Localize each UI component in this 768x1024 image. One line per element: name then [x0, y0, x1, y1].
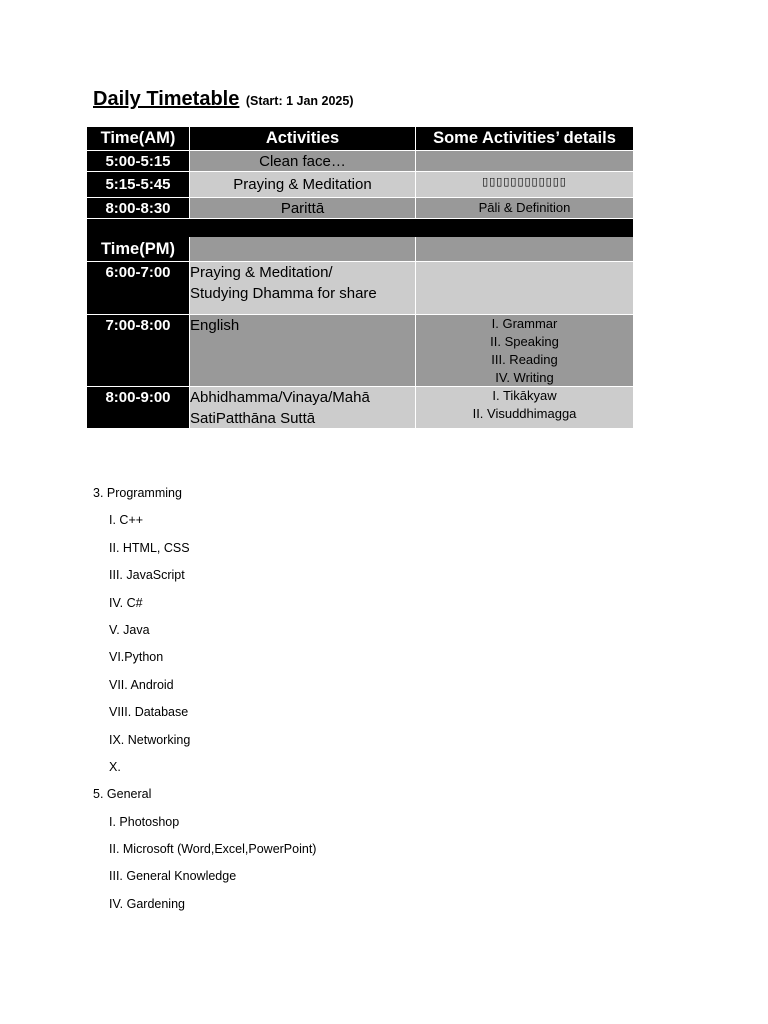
details-line: III. Reading: [491, 352, 558, 367]
time-cell: 5:00-5:15: [87, 151, 190, 172]
activity-line: Studying Dhamma for share: [190, 285, 377, 302]
details-cell: [416, 315, 633, 387]
list-item: IX. Networking: [109, 732, 191, 747]
activities-header: Activities: [190, 127, 416, 151]
activity-line: Abhidhamma/Vinaya/Mahā: [190, 389, 370, 406]
time-cell: 6:00-7:00: [87, 262, 190, 315]
table-separator: [87, 219, 633, 237]
timetable-title: Daily Timetable: [93, 88, 240, 110]
activity-cell: Praying & Meditation: [190, 172, 416, 198]
activity-line: English: [190, 317, 240, 334]
list-item: V. Java: [109, 622, 150, 637]
details-cell: [416, 151, 633, 172]
start-date: (Start: 1 Jan 2025): [245, 94, 354, 108]
activity-cell: [190, 315, 416, 387]
list-item: VIII. Database: [109, 705, 189, 720]
pm-time-header: Time(PM): [87, 237, 190, 262]
details-line: ▯▯▯▯▯▯▯▯▯▯▯▯: [482, 176, 567, 188]
list-item: IV. C#: [109, 595, 143, 610]
details-cell: [416, 262, 633, 315]
list-item: II. Microsoft (Word,Excel,PowerPoint): [109, 842, 317, 857]
pm-activity-header: [190, 237, 416, 262]
table-row: [87, 315, 633, 387]
pm-header-row: [87, 237, 633, 262]
activity-cell: Parittā: [190, 198, 416, 219]
list-item: I. Photoshop: [109, 814, 180, 829]
details-line: Pāli & Definition: [478, 200, 571, 215]
activity-cell: Clean face…: [190, 151, 416, 172]
general-heading: 5. General: [93, 787, 152, 802]
time-cell: 8:00-8:30: [87, 198, 190, 219]
list-item: III. General Knowledge: [109, 869, 237, 884]
list-item: X.: [109, 759, 121, 774]
activity-line: Praying & Meditation/: [190, 264, 333, 281]
details-line: I. Tikākyaw: [492, 388, 557, 403]
list-item: VI.Python: [109, 650, 164, 665]
list-item: III. JavaScript: [109, 568, 185, 583]
time-cell: 7:00-8:00: [87, 315, 190, 387]
table-row: [87, 172, 633, 198]
time-cell: 8:00-9:00: [87, 387, 190, 429]
activity-line: SatiPatthāna Suttā: [190, 410, 316, 427]
activity-cell: [190, 387, 416, 429]
list-item: II. HTML, CSS: [109, 540, 190, 555]
am-time-header: Time(AM): [87, 127, 190, 151]
list-item: IV. Gardening: [109, 896, 185, 911]
details-line: IV. Writing: [495, 370, 554, 385]
details-line: II. Visuddhimagga: [472, 406, 577, 421]
details-cell: [416, 387, 633, 429]
activity-cell: [190, 262, 416, 315]
time-cell: 5:15-5:45: [87, 172, 190, 198]
pm-details-header: [416, 237, 633, 262]
list-item: VII. Android: [109, 677, 174, 692]
programming-heading: 3. Programming: [93, 486, 182, 500]
am-header-row: [87, 127, 633, 151]
details-line: II. Speaking: [490, 334, 559, 349]
list-item: I. C++: [109, 513, 144, 528]
document-title: [93, 88, 354, 111]
details-line: I. Grammar: [491, 316, 558, 331]
timetable: [87, 127, 633, 429]
table-row: [87, 262, 633, 315]
table-row: [87, 151, 633, 172]
topic-lists: [93, 484, 316, 922]
table-row: [87, 387, 633, 429]
table-row: [87, 198, 633, 219]
details-cell: [416, 172, 633, 198]
details-cell: [416, 198, 633, 219]
details-header: Some Activities’ details: [416, 127, 633, 151]
